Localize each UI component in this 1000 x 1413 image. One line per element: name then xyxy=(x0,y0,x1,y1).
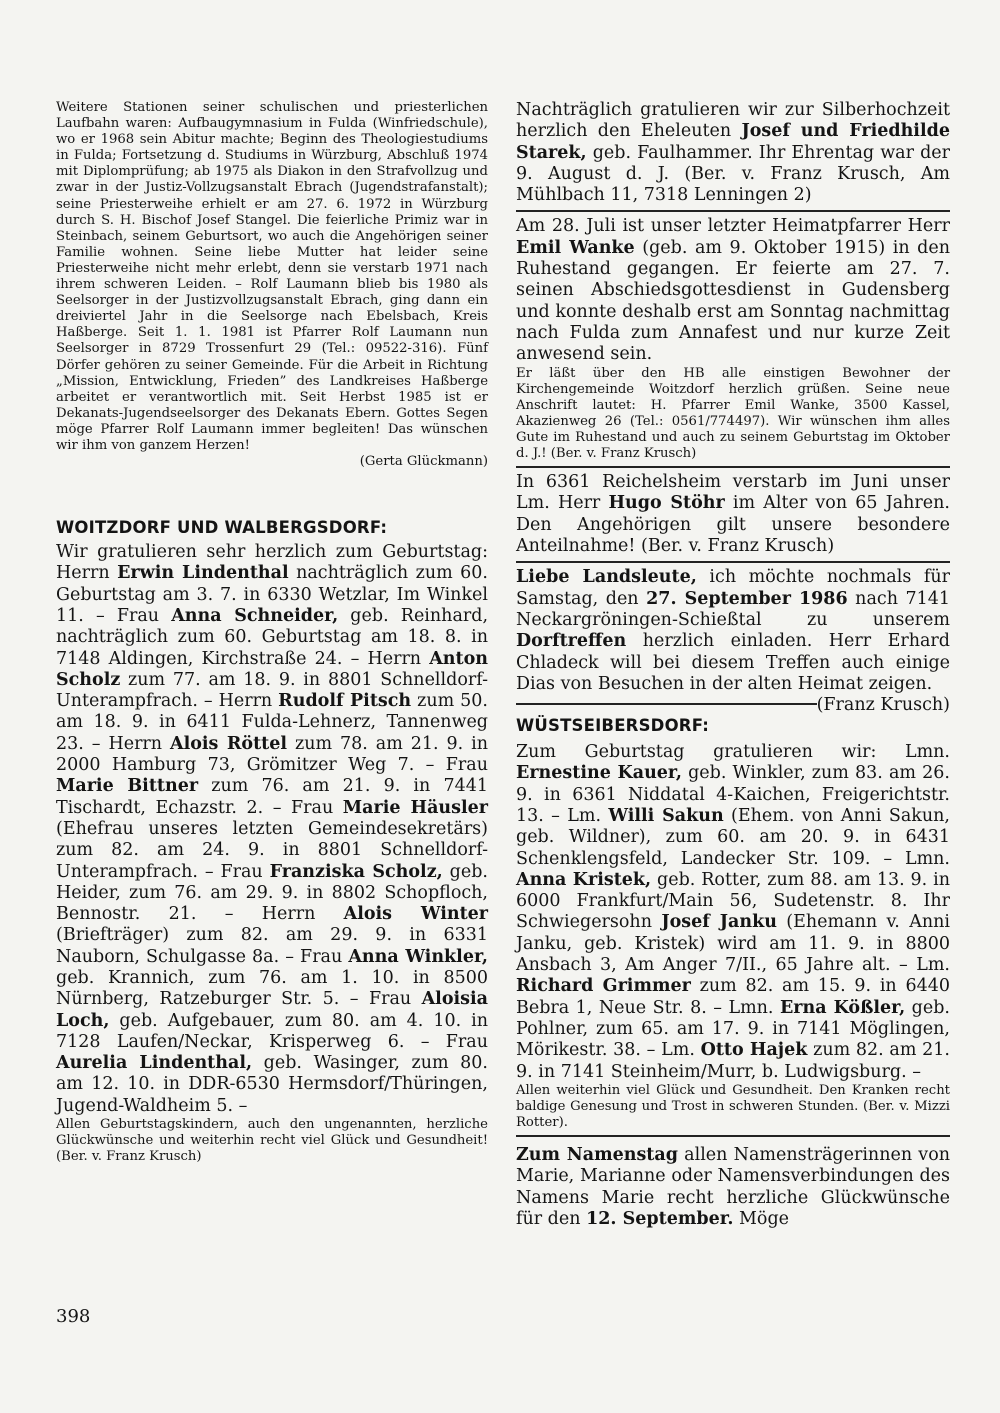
wuestseibersdorf-birthday-paragraph: Zum Geburtstag gratulieren wir: Lmn. Ernestine Kauer, geb. Winkler, zum 83. am 26. 9. in 6361 Niddatal 4-Kaichen, Freigerichtstr. 13. – Lm. Willi Sakun (Ehem. von Anni Sakun, geb. Wildner), zum 60. am 20. 9. in 6431 Schenklengsfeld, Landecker Str. 109. – Lmn. Anna Kristek, geb. Rotter, zum 88. am 13. 9. in 6000 Frankfurt/Main 56, Sudetenstr. 8. Ihr Schwiegersohn Josef Janku (Ehemann v. Anni Janku, geb. Kristek) wird am 11. 9. in 8800 Ansbach 3, Am Anger 7/II., 65 Jahre alt. – Lm. Richard Grimmer zum 82. am 15. 9. in 6440 Bebra 1, Neue Str. 8. – Lmn. Erna Kößler, geb. Pohlner, zum 65. am 17. 9. in 7141 Möglingen, Mörikestr. 38. – Lm. Otto Hajek zum 82. am 21. 9. in 7141 Steinheim/Murr, b. Ludwigsburg. – xyxy=(516,742,950,1082)
dorftreffen-paragraph: Liebe Landsleute, ich möchte nochmals für Samstag, den 27. September 1986 nach 7141 Neckargröningen-Schießtal zu unserem Dorftreffen herzlich einladen. Herr Erhard Chladeck will bei diesem Treffen auch einige Dias von Besuchen in der alten Heimat zeigen. (Franz Krusch) xyxy=(516,567,951,716)
woitzdorf-closing-note: Allen Geburtstagskindern, auch den ungenannten, herzliche Glückwünsche und weiterhin recht viel Glück und Gesundheit! (Ber. v. Franz Krusch) xyxy=(56,1117,488,1165)
page-number: 398 xyxy=(56,1306,91,1327)
section-heading-wuestseibersdorf: WÜSTSEIBERSDORF: xyxy=(516,716,710,736)
wanke-small-paragraph: Er läßt über den HB alle einstigen Bewohner der Kirchengemeinde Woitzdorf herzlich grüßen. Seine neue Anschrift lautet: H. Pfarrer Emil Wanke, 3500 Kassel, Akazienweg 26 (Tel.: 0561/774497). Wir wünschen ihm alles Gute im Ruhestand und auch zu seinem Geburtstag im Oktober d. J.! (Ber. v. Franz Krusch) xyxy=(516,365,950,462)
right-column xyxy=(516,100,950,1230)
section-heading-woitzdorf: WOITZDORF UND WALBERGSDORF: xyxy=(56,518,388,538)
stoehr-obituary-paragraph: In 6361 Reichelsheim verstarb im Juni unser Lm. Herr Hugo Stöhr im Alter von 65 Jahren. Den Angehörigen gilt unsere besondere Anteilnahme! (Ber. v. Franz Krusch) xyxy=(516,472,950,557)
woitzdorf-birthday-paragraph: Wir gratulieren sehr herzlich zum Geburtstag: Herrn Erwin Lindenthal nachträglich zum 60. Geburtstag am 3. 7. in 6330 Wetzlar, Im Winkel 11. – Frau Anna Schneider, geb. Reinhard, nachträglich zum 60. Geburtstag am 18. 8. in 7148 Aldingen, Kirchstraße 24. – Herrn Anton Scholz zum 77. am 18. 9. in 8801 Schnelldorf-Unterampfrach. – Herrn Rudolf Pitsch zum 50. am 18. 9. in 6411 Fulda-Lehnerz, Tannenweg 23. – Herrn Alois Röttel zum 78. am 21. 9. in 2000 Hamburg 73, Grömitzer Weg 7. – Frau Marie Bittner zum 76. am 21. 9. in 7441 Tischardt, Echazstr. 2. – Frau Marie Häusler (Ehefrau unseres letzten Gemeindesekretärs) zum 82. am 24. 9. in 8801 Schnelldorf-Unterampfrach. – Frau Franziska Scholz, geb. Heider, zum 76. am 29. 9. in 8802 Schopfloch, Bennostr. 21. – Herrn Alois Winter (Briefträger) zum 82. am 29. 9. in 6331 Nauborn, Schulgasse 8a. – Frau Anna Winkler, geb. Krannich, zum 76. am 1. 10. in 8500 Nürnberg, Ratzeburger Str. 5. – Frau Aloisia Loch, geb. Aufgebauer, zum 80. am 4. 10. in 7128 Laufen/Neckar, Krisperweg 6. – Frau Aurelia Lindenthal, geb. Wasinger, zum 80. am 12. 10. in DDR-6530 Hermsdorf/Thüringen, Jugend-Waldheim 5. – xyxy=(56,542,489,1116)
namenstag-paragraph: Zum Namenstag allen Namensträgerinnen von Marie, Marianne oder Namensverbindungen des Namens Marie recht herzliche Glückwünsche für den 12. September. Möge xyxy=(516,1145,950,1230)
wanke-paragraph: Am 28. Juli ist unser letzter Heimatpfarrer Herr Emil Wanke (geb. am 9. Oktober 1915) in den Ruhestand gegangen. Er feierte am 27. 7. seinen Abschiedsgottesdienst in Gudensberg und konnte deshalb erst am Sonntag nachmittag nach Fulda zum Annafest und nur kurze Zeit anwesend sein. xyxy=(516,216,950,365)
silver-wedding-paragraph: Nachträglich gratulieren wir zur Silberhochzeit herzlich den Eheleuten Josef und Friedhilde Starek, geb. Faulhammer. Ihr Ehrentag war der 9. August d. J. (Ber. v. Franz Krusch, Am Mühlbach 11, 7318 Lenningen 2) xyxy=(516,100,950,206)
left-column xyxy=(56,100,488,1165)
intro-paragraph: Weitere Stationen seiner schulischen und priesterlichen Laufbahn waren: Aufbaugymnasium in Fulda (Winfriedschule), wo er 1968 sein Abitur machte; Beginn des Theologiestudiums in Fulda; Fortsetzung d. Studiums in Würzburg, Abschluß 1974 mit Diplomprüfung; ab 1975 als Diakon in den Strafvollzug und zwar in der Justiz-Vollzugsanstalt Ebrach (Jugendstrafanstalt); seine Priesterweihe erhielt er am 27. 6. 1972 in Würzburg durch S. H. Bischof Josef Stangel. Die feierliche Primiz war in Steinbach, seinem Geburtsort, wo auch die Angehörigen seiner Familie wohnen. Seine liebe Mutter hat leider seine Priesterweihe nicht mehr erlebt, denn sie verstarb 1971 nach ihrem schweren Leiden. – Rolf Laumann blieb bis 1980 als Seelsorger in der Justizvollzugsanstalt Ebrach, ging dann ein dreiviertel Jahr in die Seelsorge nach Ebelsbach, Kreis Haßberge. Seit 1. 1. 1981 ist Pfarrer Rolf Laumann nun Seelsorger in 8729 Trossenfurt 29 (Tel.: 09522-316). Fünf Dörfer gehören zu seiner Gemeinde. Für die Arbeit in Richtung „Mission, Entwicklung, Frieden” des Landkreises Haßberge arbeitet er verantwortlich mit. Seit Herbst 1985 ist er Dekanats-Jugendseelsorger des Dekanats Ebern. Gottes Segen möge Pfarrer Rolf Laumann immer begleiten! Das wünschen wir ihm von ganzem Herzen! xyxy=(56,100,488,453)
wuestseibersdorf-closing-note: Allen weiterhin viel Glück und Gesundheit. Den Kranken recht baldige Genesung und Trost in schweren Stunden. (Ber. v. Mizzi Rotter). xyxy=(516,1082,950,1131)
intro-signature: (Gerta Glückmann) xyxy=(359,454,488,470)
dorftreffen-signature: (Franz Krusch) xyxy=(816,695,950,716)
